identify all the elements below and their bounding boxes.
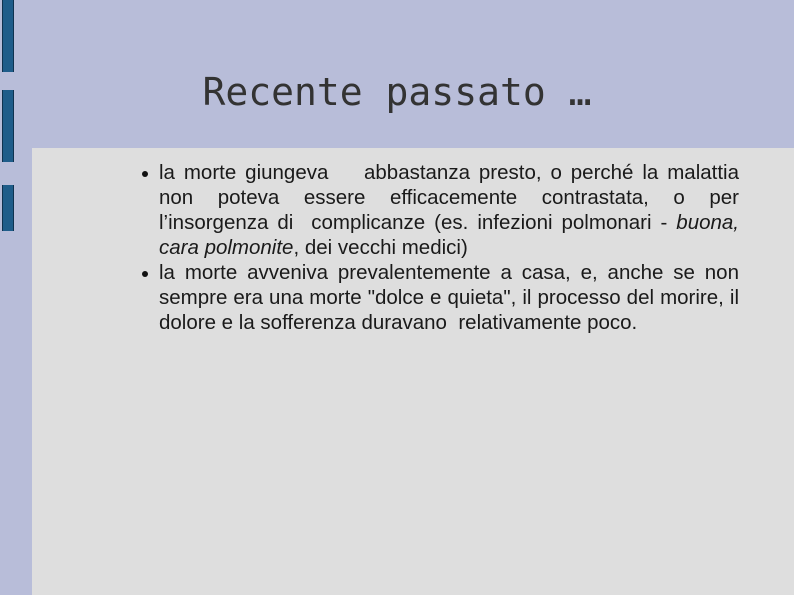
bullet-text: , dei vecchi medici) [293, 236, 468, 259]
bullet-dot-icon [142, 271, 148, 277]
accent-bar-segment [2, 185, 14, 231]
bullet-text: la morte giungeva abbastanza presto, o perché la malattia non poteva essere efficacemente contrastata, o per l’insorgenza di complicanze (es. infezioni polmonari - [159, 161, 745, 234]
bullet-text: la morte avveniva prevalentemente a casa, e, anche se non sempre era una morte "dolce e quieta", il processo del morire, il dolore e la sofferenza duravano relativamente poco. [159, 261, 745, 334]
accent-bar-segment [2, 0, 14, 72]
slide-title: Recente passato … [202, 70, 592, 114]
bullet-item [135, 160, 745, 260]
bullet-list [135, 160, 745, 335]
bullet-text-italic: buona, cara polmonite [159, 211, 739, 259]
bullet-dot-icon [142, 171, 148, 177]
bullet-item [135, 260, 745, 335]
